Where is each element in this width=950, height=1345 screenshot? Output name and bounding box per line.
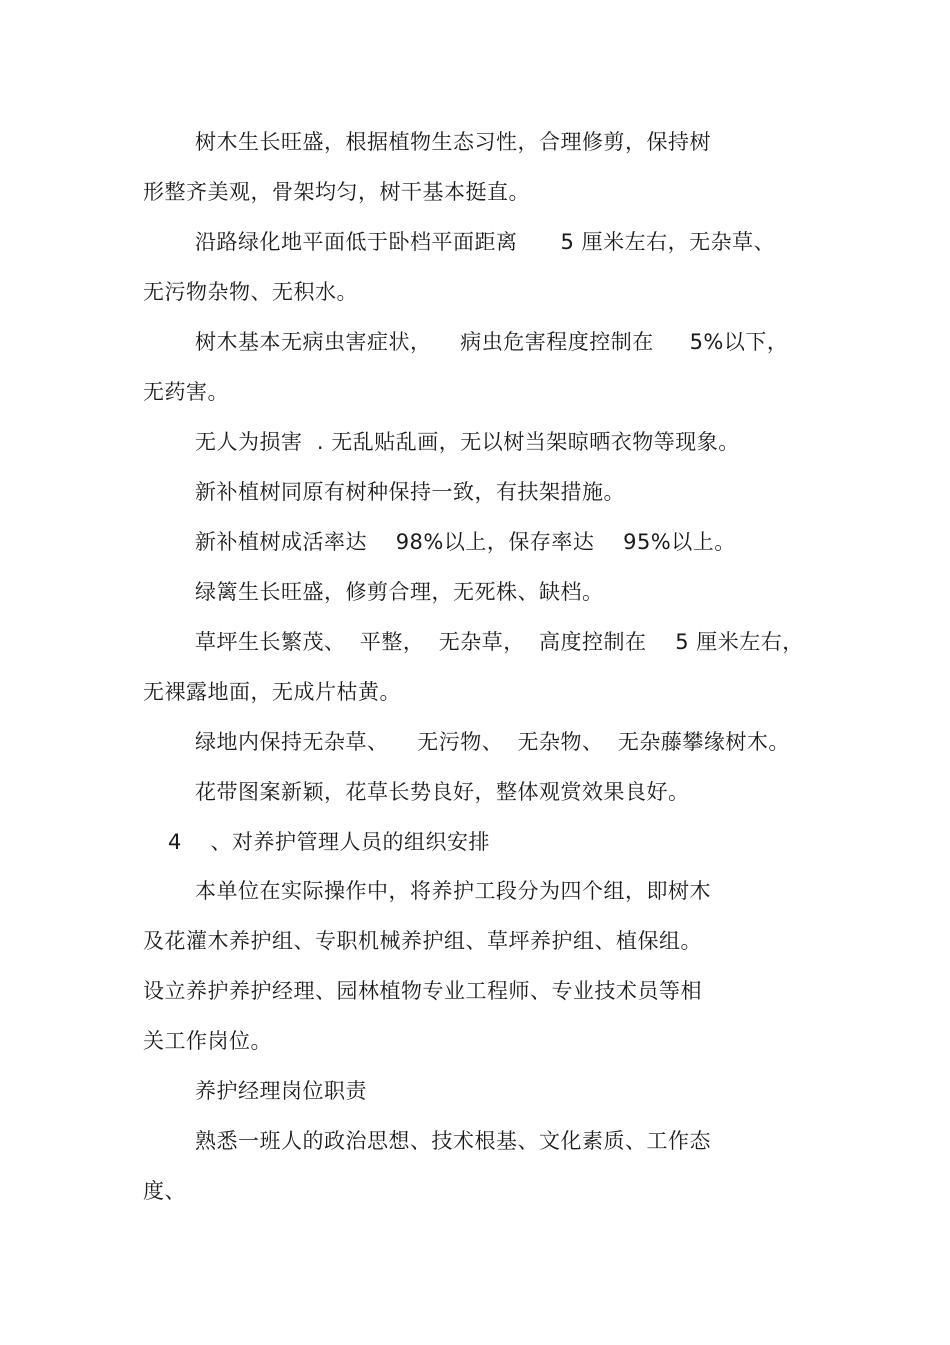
paragraph-tree-growth-line-1: 树木生长旺盛，根据植物生态习性，合理修剪，保持树 [195, 130, 711, 154]
paragraph-roadside-green-line-2: 无污物杂物、无积水。 [143, 280, 358, 304]
paragraph-pest-control-line-1: 树木基本无病虫害症状， 病虫危害程度控制在 5%以下， [195, 330, 789, 354]
paragraph-work-groups-line-2: 及花灌木养护组、专职机械养护组、草坪养护组、植保组。 [143, 929, 702, 953]
paragraph-flower-bed: 花带图案新颖，花草长势良好，整体观赏效果良好。 [195, 780, 690, 804]
paragraph-lawn-line-2: 无裸露地面，无成片枯黄。 [143, 680, 401, 704]
paragraph-green-area-clean: 绿地内保持无杂草、 无污物、 无杂物、 无杂藤攀缘树木。 [195, 730, 790, 754]
paragraph-work-groups-line-3: 设立养护养护经理、园林植物专业工程师、专业技术员等相 [143, 979, 702, 1003]
paragraph-roadside-green-line-1: 沿路绿化地平面低于卧档平面距离 5 厘米左右，无杂草、 [195, 230, 776, 254]
paragraph-no-damage: 无人为损害 . 无乱贴乱画，无以树当架晾晒衣物等现象。 [195, 430, 740, 454]
paragraph-replanting-species: 新补植树同原有树种保持一致，有扶架措施。 [195, 480, 625, 504]
paragraph-survival-rate: 新补植树成活率达 98%以上，保存率达 95%以上。 [195, 530, 736, 554]
subheading-manager-duties: 养护经理岗位职责 [195, 1079, 367, 1103]
paragraph-work-groups-line-1: 本单位在实际操作中，将养护工段分为四个组，即树木 [195, 879, 711, 903]
paragraph-manager-duty-line-1: 熟悉一班人的政治思想、技术根基、文化素质、工作态 [195, 1129, 711, 1153]
paragraph-work-groups-line-4: 关工作岗位。 [143, 1029, 272, 1053]
paragraph-hedge: 绿篱生长旺盛，修剪合理，无死株、缺档。 [195, 580, 604, 604]
paragraph-pest-control-line-2: 无药害。 [143, 380, 229, 404]
paragraph-manager-duty-line-2: 度、 [143, 1179, 186, 1203]
paragraph-lawn-line-1: 草坪生长繁茂、 平整， 无杂草， 高度控制在 5 厘米左右， [195, 630, 804, 654]
paragraph-tree-growth-line-2: 形整齐美观，骨架均匀，树干基本挺直。 [143, 180, 530, 204]
section-heading-staff-organization: 4 、对养护管理人员的组织安排 [168, 830, 491, 854]
